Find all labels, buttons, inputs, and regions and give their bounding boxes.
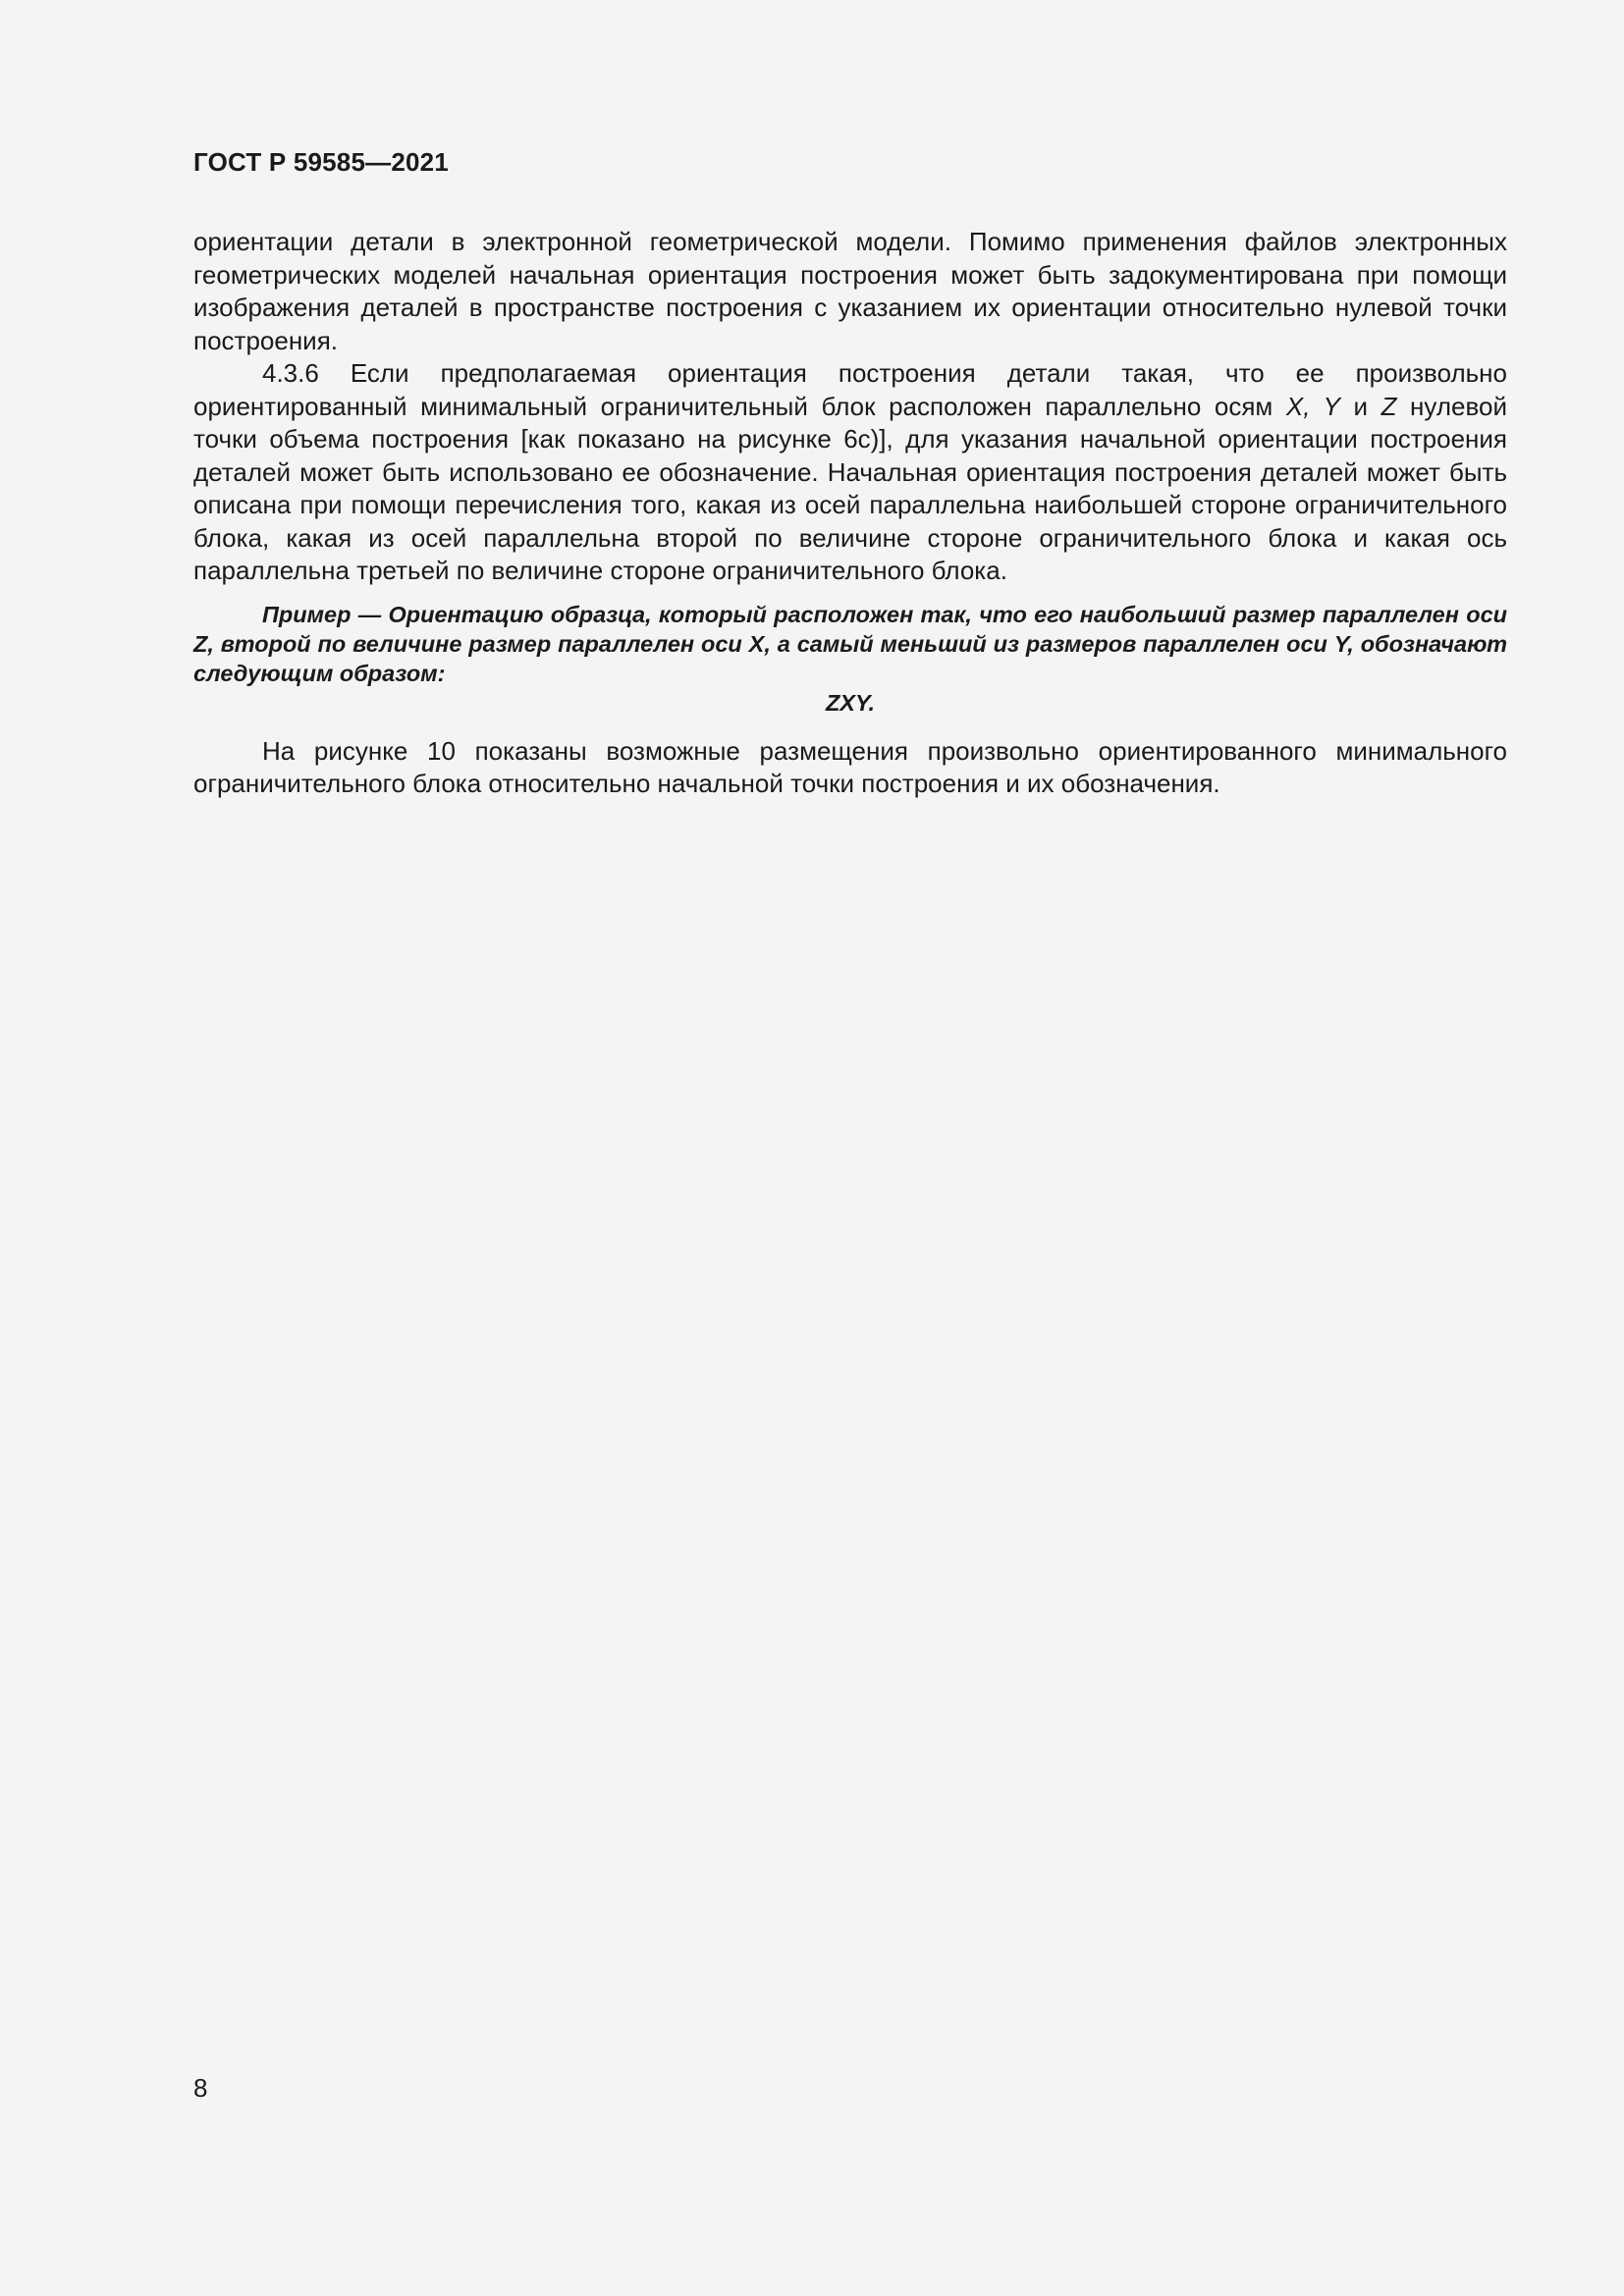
- conjunction-and: и: [1339, 391, 1381, 421]
- page-number: 8: [193, 2073, 208, 2103]
- paragraph-4-3-6-part1: 4.3.6 Если предполагаемая ориентация построения детали такая, что ее произвольно ориентированный минимальный ограничительный блок расположен параллельно осям: [193, 358, 1507, 421]
- paragraph-4-3-6: [193, 357, 1507, 588]
- document-body: [193, 226, 1507, 801]
- paragraph-continuation: ориентации детали в электронной геометрической модели. Помимо применения файлов электронных геометрических моделей начальная ориентация построения может быть задокументирована при помощи изображения деталей в пространстве построения с указанием их ориентации относительно нулевой точки построения.: [193, 227, 1507, 355]
- document-header: ГОСТ Р 59585—2021: [193, 147, 449, 177]
- axes-x-y: X, Y: [1285, 391, 1340, 421]
- paragraph-4-3-6-part2: нулевой точки объема построения [как показано на рисунке 6с)], для указания начальной ориентации построения деталей может быть использовано ее обозначение. Начальная ориентация построения деталей может быть описана при помощи перечисления того, какая из осей параллельна наибольшей стороне ограничительного блока, какая из осей параллельна второй по величине стороне ограничительного блока и какая ось параллельна третьей по величине стороне ограничительного блока.: [193, 391, 1507, 585]
- paragraph-figure-10: На рисунке 10 показаны возможные размещения произвольно ориентированного минимального ограничительного блока относительно начальной точки построения и их обозначения.: [193, 735, 1507, 798]
- axis-z: Z: [1380, 391, 1397, 421]
- example-note: Пример — Ориентацию образца, который расположен так, что его наибольший размер параллелен оси Z, второй по величине размер параллелен оси X, а самый меньший из размеров параллелен оси Y, обозначают следующим образом:: [193, 601, 1507, 686]
- orientation-designation: ZXY.: [825, 689, 876, 716]
